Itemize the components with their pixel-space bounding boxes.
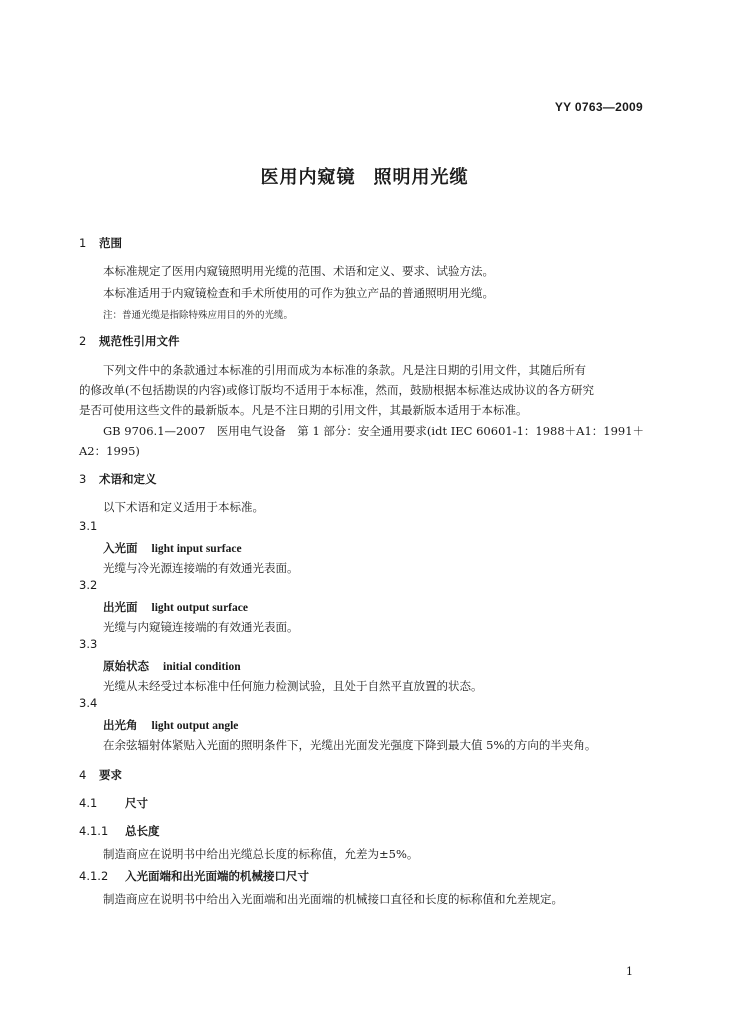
section-2-para-line-2: 的修改单(不包括勘误的内容)或修订版均不适用于本标准，然而，鼓励根据本标准达成协议的各方研究 (79, 383, 594, 397)
section-1-note: 注：普通光缆是指除特殊应用目的外的光缆。 (103, 310, 294, 321)
page-number: 1 (626, 965, 633, 978)
section-1-para-2: 本标准适用于内窥镜检查和手术所使用的可作为独立产品的普通照明用光缆。 (103, 286, 494, 300)
clause-number: 3.3 (79, 637, 98, 651)
section-1-para-1: 本标准规定了医用内窥镜照明用光缆的范围、术语和定义、要求、试验方法。 (103, 264, 494, 278)
section-4-1-1-text: 制造商应在说明书中给出光缆总长度的标称值，允差为±5%。 (103, 847, 419, 861)
reference-line-2: A2：1995) (79, 444, 140, 458)
term-definition: 光缆从未经受过本标准中任何施力检测试验，且处于自然平直放置的状态。 (103, 679, 483, 693)
section-4-1-2-heading: 4.1.2 入光面端和出光面端的机械接口尺寸 (79, 869, 309, 883)
term-entry: 原始状态 initial condition (103, 659, 241, 673)
title-part-2: 照明用光缆 (373, 167, 469, 188)
document-title (0, 163, 729, 189)
reference-line-1: GB 9706.1—2007 医用电气设备 第 1 部分：安全通用要求(idt IEC 60601-1：1988＋A1：1991＋ (103, 424, 645, 438)
term-entry: 出光面 light output surface (103, 600, 248, 614)
term-definition: 光缆与内窥镜连接端的有效通光表面。 (103, 620, 299, 634)
clause-number: 3.4 (79, 696, 98, 710)
section-2-heading: 2 规范性引用文件 (79, 334, 180, 348)
standard-code: YY 0763—2009 (554, 100, 643, 114)
title-part-1: 医用内窥镜 (260, 167, 356, 188)
section-1-heading: 1 范围 (79, 236, 122, 250)
section-3-intro: 以下术语和定义适用于本标准。 (103, 500, 264, 514)
section-4-1-2-text: 制造商应在说明书中给出入光面端和出光面端的机械接口直径和长度的标称值和允差规定。 (103, 892, 563, 906)
term-definition: 在余弦辐射体紧贴入光面的照明条件下，光缆出光面发光强度下降到最大值 5%的方向的半夹角。 (103, 738, 597, 752)
term-definition: 光缆与冷光源连接端的有效通光表面。 (103, 561, 299, 575)
section-3-heading: 3 术语和定义 (79, 472, 157, 486)
clause-number: 3.2 (79, 578, 98, 592)
section-4-heading: 4 要求 (79, 768, 122, 782)
clause-number: 3.1 (79, 519, 98, 533)
section-2-para-line-3: 是否可使用这些文件的最新版本。凡是不注日期的引用文件，其最新版本适用于本标准。 (79, 403, 528, 417)
section-4-1-1-heading: 4.1.1 总长度 (79, 824, 160, 838)
section-2-para-line-1: 下列文件中的条款通过本标准的引用而成为本标准的条款。凡是注日期的引用文件，其随后所有 (103, 363, 586, 377)
term-entry: 出光角 light output angle (103, 718, 239, 732)
term-entry: 入光面 light input surface (103, 541, 242, 555)
section-4-1-heading: 4.1 尺寸 (79, 796, 148, 810)
